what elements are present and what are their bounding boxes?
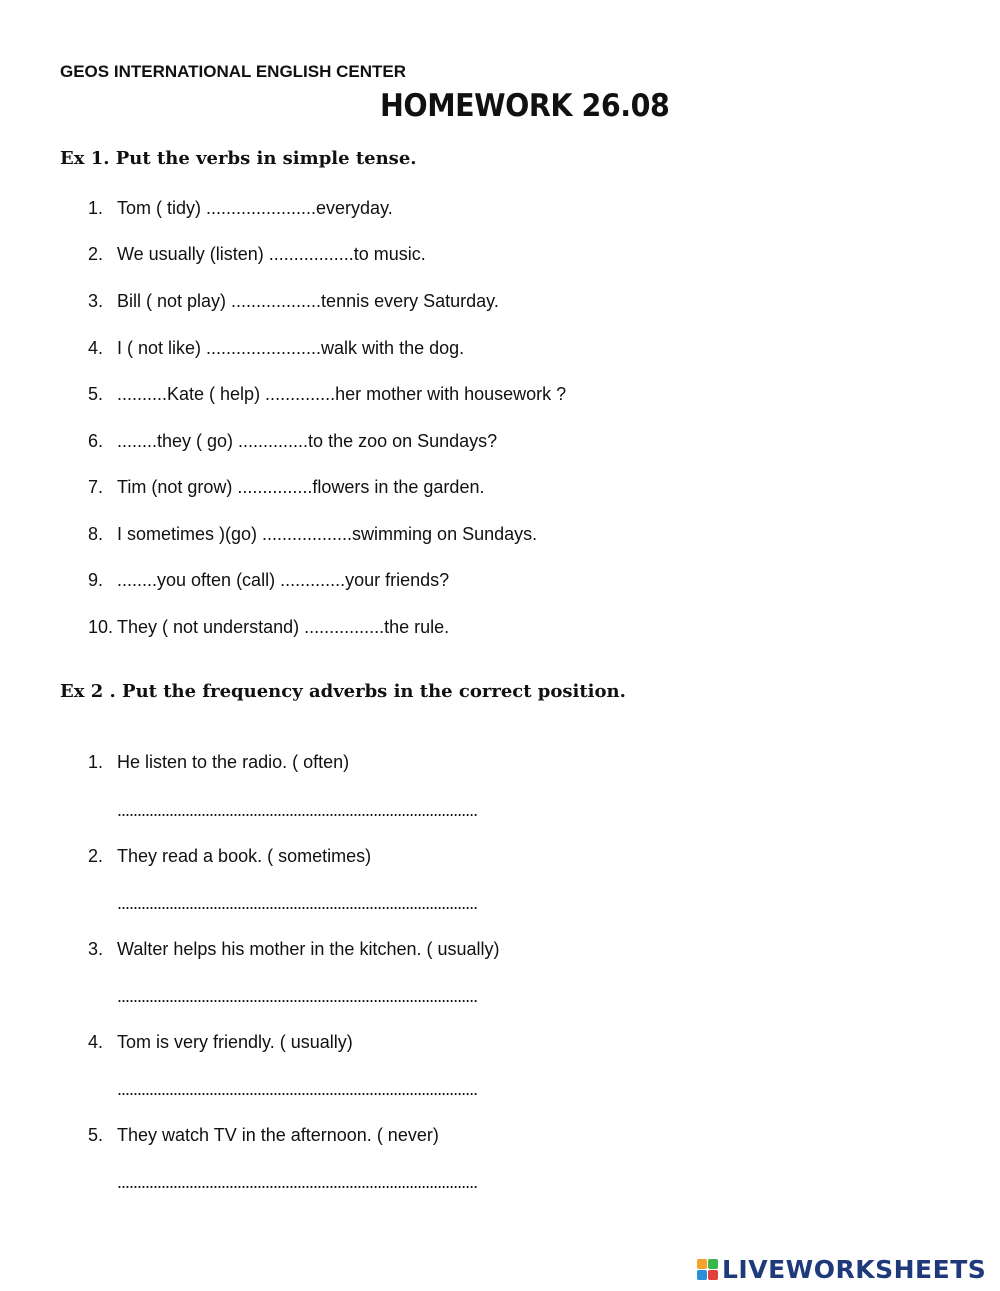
- item-number: 5.: [88, 1125, 104, 1145]
- exercise-1-item: [88, 431, 497, 452]
- item-number: 5.: [88, 384, 104, 404]
- item-text: They ( not understand) ................the rule.: [117, 617, 450, 637]
- page-title: HOMEWORK 26.08: [380, 88, 670, 124]
- logo-square: [708, 1270, 718, 1280]
- item-text: ........you often (call) .............your friends?: [117, 570, 450, 590]
- item-number: 10.: [88, 617, 114, 637]
- logo-text: LIVEWORKSHEETS: [722, 1254, 987, 1284]
- item-number: 3.: [88, 939, 104, 959]
- liveworksheets-logo-icon: [697, 1259, 718, 1280]
- item-text: I sometimes )(go) ..................swimming on Sundays.: [117, 524, 538, 544]
- logo-square: [697, 1270, 707, 1280]
- logo-square: [708, 1259, 718, 1269]
- item-text: Tim (not grow) ...............flowers in the garden.: [117, 477, 485, 497]
- answer-line[interactable]: ..........................................................................................: [117, 800, 478, 820]
- item-text: Tom ( tidy) ......................everyday.: [117, 198, 393, 218]
- item-text: They watch TV in the afternoon. ( never): [117, 1125, 439, 1145]
- exercise-2-item: [88, 939, 500, 960]
- item-number: 2.: [88, 846, 104, 866]
- item-text: ........they ( go) ..............to the zoo on Sundays?: [117, 431, 498, 451]
- item-text: We usually (listen) .................to music.: [117, 244, 426, 264]
- item-number: 7.: [88, 477, 104, 497]
- item-text: ..........Kate ( help) ..............her mother with housework ?: [117, 384, 567, 404]
- item-number: 6.: [88, 431, 104, 451]
- exercise-1-heading: Ex 1. Put the verbs in simple tense.: [60, 148, 417, 169]
- exercise-2-item: [88, 1032, 353, 1053]
- exercise-2-item: [88, 846, 371, 867]
- item-number: 4.: [88, 338, 104, 358]
- exercise-1-item: [88, 198, 393, 219]
- item-number: 1.: [88, 752, 104, 772]
- item-number: 4.: [88, 1032, 104, 1052]
- exercise-1-item: [88, 617, 449, 638]
- exercise-2-item: [88, 752, 349, 773]
- exercise-1-item: [88, 477, 484, 498]
- item-text: Tom is very friendly. ( usually): [117, 1032, 353, 1052]
- item-number: 2.: [88, 244, 104, 264]
- exercise-2-heading: Ex 2 . Put the frequency adverbs in the correct position.: [60, 681, 626, 702]
- exercise-1-item: [88, 384, 566, 405]
- exercise-1-item: [88, 291, 499, 312]
- item-text: Bill ( not play) ..................tennis every Saturday.: [117, 291, 499, 311]
- exercise-1-item: [88, 338, 464, 359]
- exercise-1-item: [88, 570, 449, 591]
- school-name: GEOS INTERNATIONAL ENGLISH CENTER: [60, 62, 407, 81]
- logo-square: [697, 1259, 707, 1269]
- item-text: He listen to the radio. ( often): [117, 752, 350, 772]
- exercise-2-item: [88, 1125, 439, 1146]
- item-text: They read a book. ( sometimes): [117, 846, 372, 866]
- item-text: I ( not like) .......................walk with the dog.: [117, 338, 465, 358]
- liveworksheets-logo: [697, 1252, 986, 1286]
- answer-line[interactable]: ..........................................................................................: [117, 893, 478, 913]
- exercise-1-item: [88, 524, 537, 545]
- answer-line[interactable]: ..........................................................................................: [117, 1172, 478, 1192]
- answer-line[interactable]: ..........................................................................................: [117, 1079, 478, 1099]
- item-text: Walter helps his mother in the kitchen. ( usually): [117, 939, 500, 959]
- item-number: 3.: [88, 291, 104, 311]
- exercise-1-item: [88, 244, 426, 265]
- item-number: 1.: [88, 198, 104, 218]
- item-number: 9.: [88, 570, 104, 590]
- answer-line[interactable]: ..........................................................................................: [117, 986, 478, 1006]
- item-number: 8.: [88, 524, 104, 544]
